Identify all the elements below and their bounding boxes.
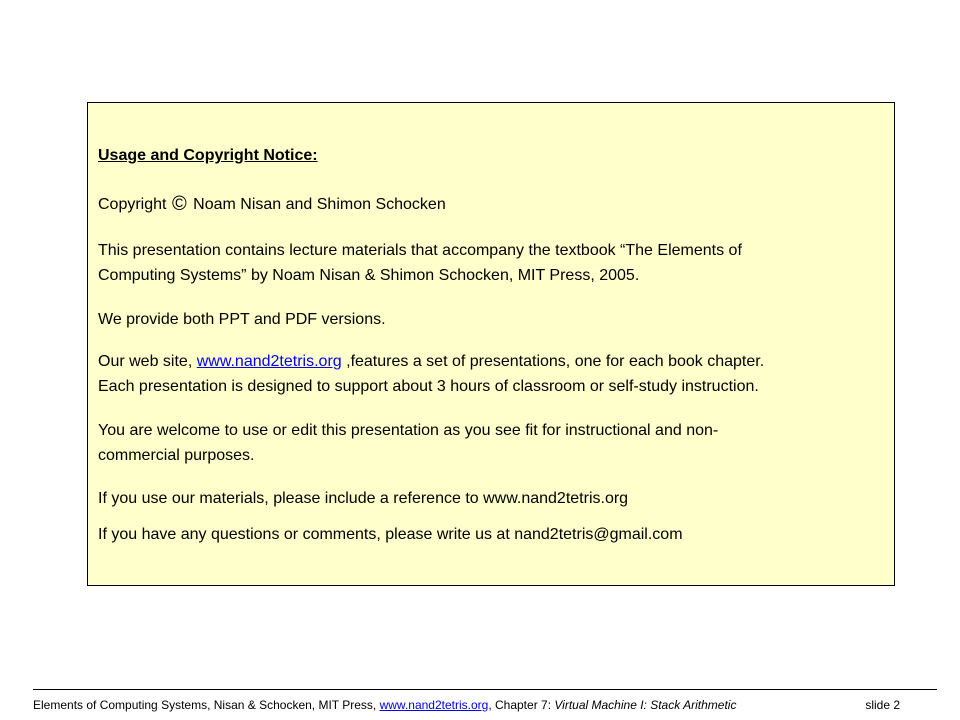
footer-chapter-prefix: , Chapter 7: [488,698,555,712]
contact-text: If you have any questions or comments, please write us at nand2tetris@gmail.com [98,526,683,543]
usage-text-line-1: You are welcome to use or edit this presentation as you see fit for instructional and non- [98,422,719,439]
presentation-text-line-2: Computing Systems” by Noam Nisan & Shimon Schocken, MIT Press, 2005. [98,267,640,284]
website-prefix: Our web site, [98,353,197,370]
copyright-symbol: © [171,193,187,215]
footer-chapter-title: Virtual Machine I: Stack Arithmetic [554,698,737,712]
copyright-line [98,193,446,216]
website-line-2: Each presentation is designed to support about 3 hours of classroom or self-study instruction. [98,378,759,395]
slide-number: slide 2 [865,698,900,712]
usage-text-line-2: commercial purposes. [98,447,255,464]
versions-text: We provide both PPT and PDF versions. [98,311,386,328]
footer [33,698,900,712]
footer-book: Elements of Computing Systems, Nisan & Schocken, MIT Press, [33,698,377,712]
notice-title: Usage and Copyright Notice: [98,147,318,164]
presentation-text-line-1: This presentation contains lecture materials that accompany the textbook “The Elements of [98,242,742,259]
footer-link[interactable]: www.nand2tetris.org [379,698,489,712]
copyright-notice-box [87,102,895,586]
website-line [98,351,764,373]
footer-divider [33,689,937,690]
website-link[interactable]: www.nand2tetris.org [196,353,342,370]
copyright-holders: Noam Nisan and Shimon Schocken [193,196,446,213]
copyright-prefix: Copyright [98,196,167,213]
reference-text: If you use our materials, please include a reference to www.nand2tetris.org [98,490,629,507]
website-suffix: ,features a set of presentations, one for each book chapter. [341,353,765,370]
